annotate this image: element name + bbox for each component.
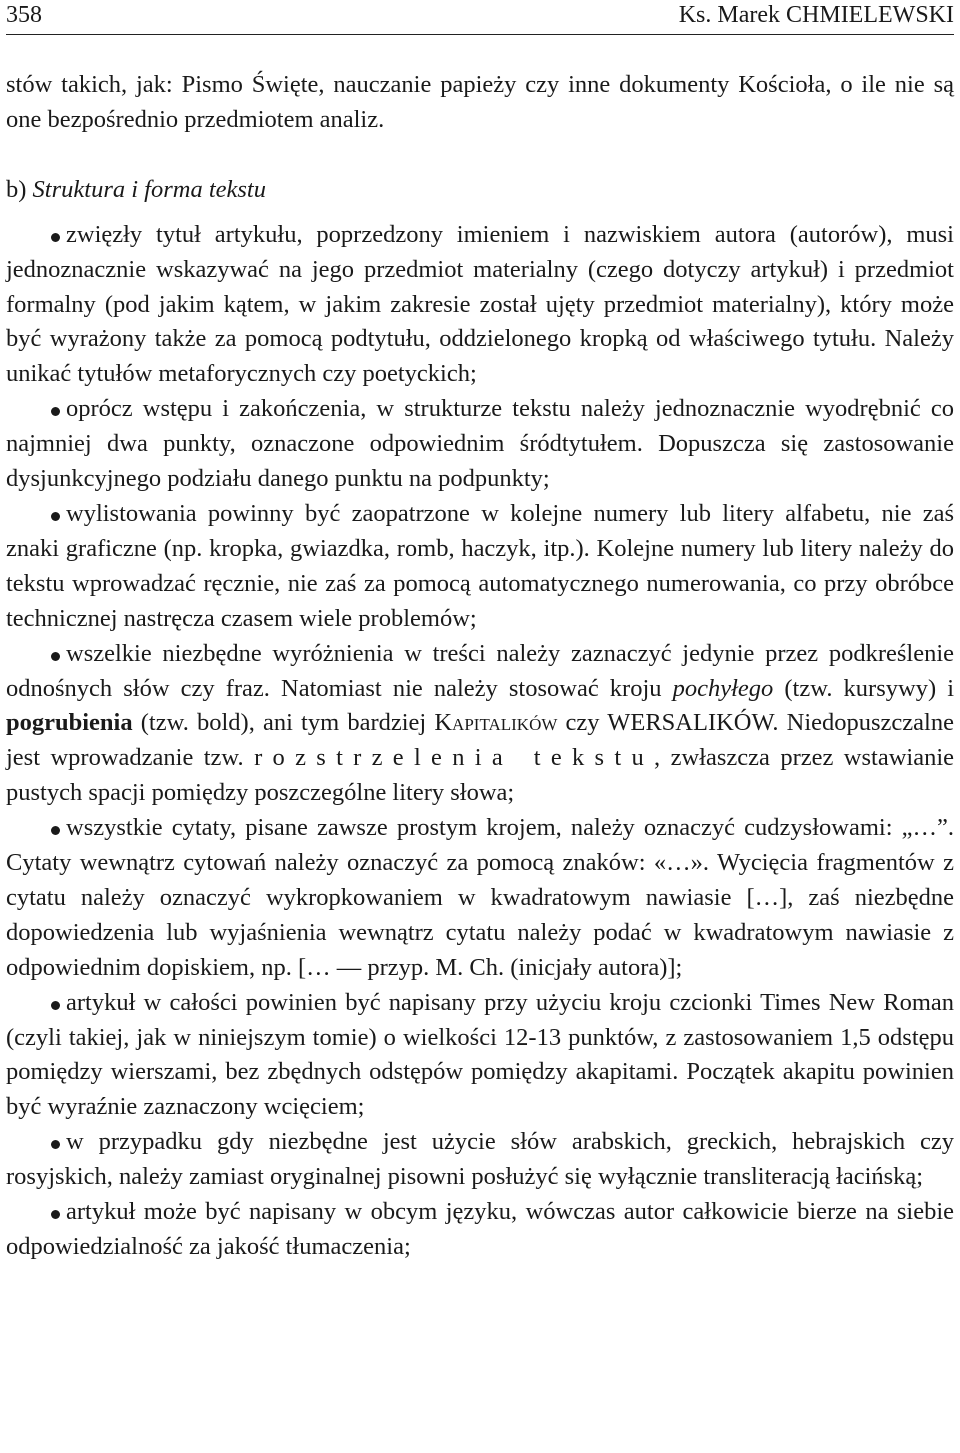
list-item [6,637,954,812]
section-prefix: b) [6,175,33,203]
running-author: Ks. Marek CHMIELEWSKI [678,2,954,28]
list-item-text: w przypadku gdy niezbędne jest użycie słów arabskich, greckich, hebrajskich czy rosyjskich, należy zamiast oryginalnej pisowni posłużyć się wyłącznie transliteracją łacińską; [6,1128,954,1191]
list-item [6,1125,954,1195]
running-header [6,0,954,35]
list-item-text: artykuł w całości powinien być napisany przy użyciu kroju czcionki Times New Roman (czyli takiej, jak w niniejszym tomie) o wielkości 12-13 punktów, z zastosowaniem 1,5 odstępu pomiędzy wierszami, bez zbędnych odstępów pomiędzy akapitami. Początek akapitu powinien być wyraźnie zaznaczony wcięciem; [6,988,954,1121]
text-run: (tzw. kursywy) i [773,674,955,702]
list-item [6,986,954,1126]
list-item-text [6,640,954,807]
intro-paragraph: stów takich, jak: Pismo Święte, nauczanie papieży czy inne dokumenty Kościoła, o ile nie są one bezpośrednio przedmiotem analiz. [6,71,954,133]
list-item-text: wszystkie cytaty, pisane zawsze prostym krojem, należy oznaczyć cudzysłowami: „…”. Cytaty wewnątrz cytowań należy oznaczyć za pomocą znaków: «…». Wycięcia fragmentów z cytatu należy oznaczyć wykropkowaniem w kwadratowym nawiasie […], zaś niezbędne dopowiedzenia lub wyjaśnienia wewnątrz cytatu należy podać w kwadratowym nawiasie z odpowiednim dopiskiem, np. [… — przyp. M. Ch. (inicjały autora)]; [6,814,954,981]
list-item-text: wylistowania powinny być zaopatrzone w kolejne numery lub litery alfabetu, nie zaś znaki graficzne (np. kropka, gwiazdka, romb, haczyk, itp.). Kolejne numery lub litery należy do tekstu wprowadzać ręcznie, nie zaś za pomocą automatycznego numerowania, co przy obróbce technicznej nastręcza czasem wiele problemów; [6,499,954,632]
bullet-icon [51,652,60,661]
list-item-text: oprócz wstępu i zakończenia, w strukturze tekstu należy jednoznacznie wyodrębnić co najmniej dwa punkty, oznaczone odpowiednim śródtytułem. Dopuszcza się zastosowanie dysjunkcyjnego podziału danego punktu na podpunkty; [6,395,954,493]
list-item [6,811,954,986]
text-run: czy WERSALIKÓW. Niedopuszczalne jest wprowadzanie tzw. [6,709,954,772]
bullet-icon [51,1001,60,1010]
bullet-icon [51,512,60,521]
document-body [6,68,954,1265]
list-item-text: zwięzły tytuł artykułu, poprzedzony imieniem i nazwiskiem autora (autorów), musi jednoznacznie wskazywać na jego przedmiot materialny (czego dotyczy artykuł) i przedmiot formalny (pod jakim kątem, w jakim zakresie został ujęty przedmiot materialny), który może być wyrażony także za pomocą podtytułu, oddzielonego kropką od właściwego tytułu. Należy unikać tytułów metaforycznych czy poetyckich; [6,220,954,388]
list-item [6,392,954,497]
smallcaps-example: Kapitalików [434,709,558,737]
list-item [6,1195,954,1265]
section-title: Struktura i forma tekstu [32,175,266,203]
list-item [6,218,954,393]
text-run: wszelkie niezbędne wyróżnienia w treści należy zaznaczyć jedynie przez podkreślenie odnośnych słów czy fraz. Natomiast nie należy stosować kroju [6,639,954,702]
page-number: 358 [6,2,42,28]
bold-example: pogrubienia [6,709,133,737]
italic-example: pochyłego [672,674,774,702]
text-run: (tzw. bold), ani tym bardziej [132,709,435,737]
spacer [6,208,954,218]
spacer [6,138,954,173]
text-run: , zwłaszcza przez wstawianie pustych spacji pomiędzy poszczególne litery słowa; [6,744,955,807]
list-item [6,497,954,637]
bullet-icon [51,233,60,242]
list-item-text: artykuł może być napisany w obcym języku, wówczas autor całkowicie bierze na siebie odpowiedzialność za jakość tłumaczenia; [6,1198,954,1260]
section-heading [6,173,954,208]
letterspaced-example: rozstrzelenia tekstu [254,744,655,772]
